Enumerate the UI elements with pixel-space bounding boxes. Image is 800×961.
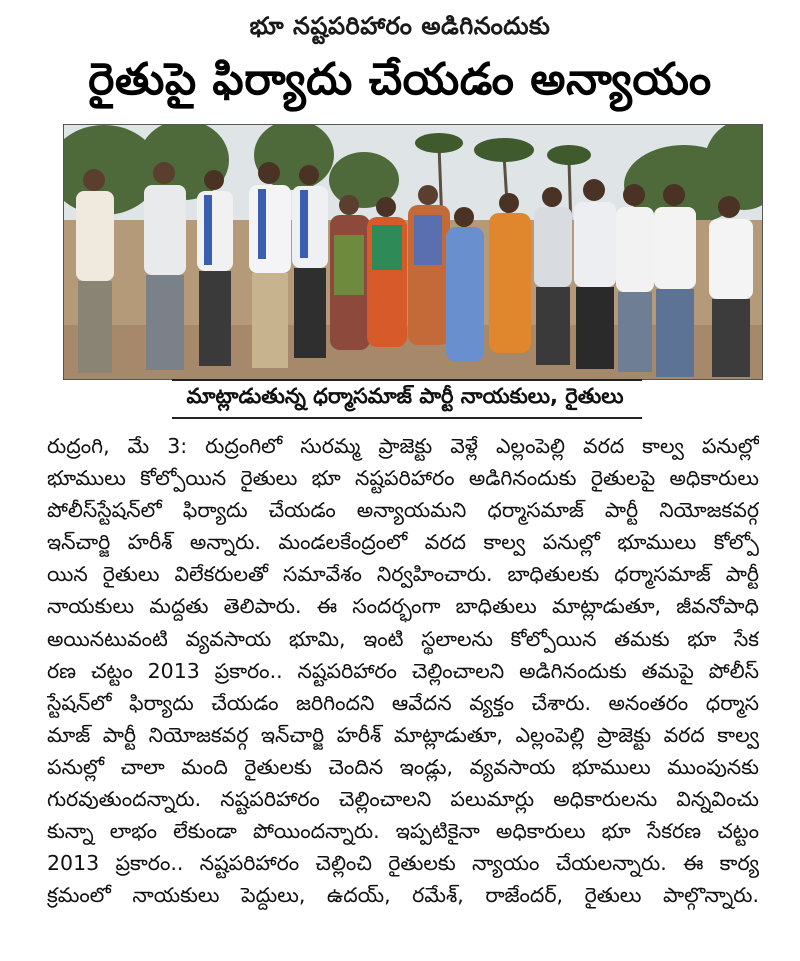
caption-bottom-rule [172,417,642,419]
body-line: యిన రైతులు విలేకరులతో సమావేశం నిర్వహించారు. బాధితులకు ధర్మాసమాజ్ పార్టీ [47,562,759,587]
body-line: గురవుతుందన్నారు. నష్టపరిహారం చెల్లించాలని పలుమార్లు అధికారులను విన్నవించు [47,787,759,812]
body-line: ఇన్‌చార్జి హరీశ్ అన్నారు. మండలకేంద్రంలో వరద కాల్వ పనుల్లో భూములు కోల్పో [47,530,759,555]
article-photo [63,124,763,380]
body-line: అయినటువంటి వ్యవసాయ భూమి, ఇంటి స్థలాలను కోల్పోయిన తమకు భూ సేక [47,626,759,651]
body-line: పనుల్లో చాలా మంది రైతులకు చెందిన ఇండ్లు, వ్యవసాయ భూములు ముంపునకు [47,754,759,779]
body-line: 2013 ప్రకారం.. నష్టపరిహారం చెల్లించి రైతులకు న్యాయం చేయలన్నారు. ఈ కార్య [47,851,759,876]
body-line: రుద్రంగి, మే 3: రుద్రంగిలో సురమ్మ ప్రాజెక్టు వెళ్లే ఎల్లంపెల్లి వరద కాల్వ పనుల్లో [47,434,759,458]
body-line: స్టేషన్‌లో ఫిర్యాదు చేయడం జరిగిందని ఆవేదన వ్యక్తం చేశారు. అనంతరం ధర్మాస [47,690,759,715]
article-headline: రైతుపై ఫిర్యాదు చేయడం అన్యాయం [88,54,712,105]
body-line: క్రమంలో నాయకులు పెద్దులు, ఉదయ్, రమేశ్, రాజేందర్, రైతులు పాల్గొన్నారు. [47,883,759,908]
body-line: మాజ్ పార్టీ నియోజకవర్గ ఇన్‌చార్జి హరీశ్ మాట్లాడుతూ, ఎల్లంపెల్లి ప్రాజెక్టు వరద కాల్వ [47,722,759,747]
photo-caption: మాట్లాడుతున్న ధర్మాసమాజ్ పార్టీ నాయకులు, రైతులు [186,384,624,408]
body-line: నాయకులు మద్దతు తెలిపారు. ఈ సందర్భంగా బాధితులు మాట్లాడుతూ, జీవనోపాధి [47,594,759,619]
body-line: భూములు కోల్పోయిన రైతులు భూ నష్టపరిహారం అడిగినందుకు రైతులపై అధికారులు [47,466,759,491]
article-kicker: భూ నష్టపరిహారం అడిగినందుకు [249,12,551,40]
body-line: రణ చట్టం 2013 ప్రకారం.. నష్టపరిహారం చెల్లించాలని అడిగినందుకు తమపై పోలీస్ [47,658,759,683]
body-line: పోలీస్‌స్టేషన్‌లో ఫిర్యాదు చేయడం అన్యాయమని ధర్మాసమాజ్ పార్టీ నియోజకవర్గ [47,498,759,523]
body-line: కున్నా లాభం లేకుండా పోయిందన్నారు. ఇప్పటికైనా అధికారులు భూ సేకరణ చట్టం [47,819,759,844]
article-body [47,430,759,911]
caption-top-rule [172,379,642,381]
